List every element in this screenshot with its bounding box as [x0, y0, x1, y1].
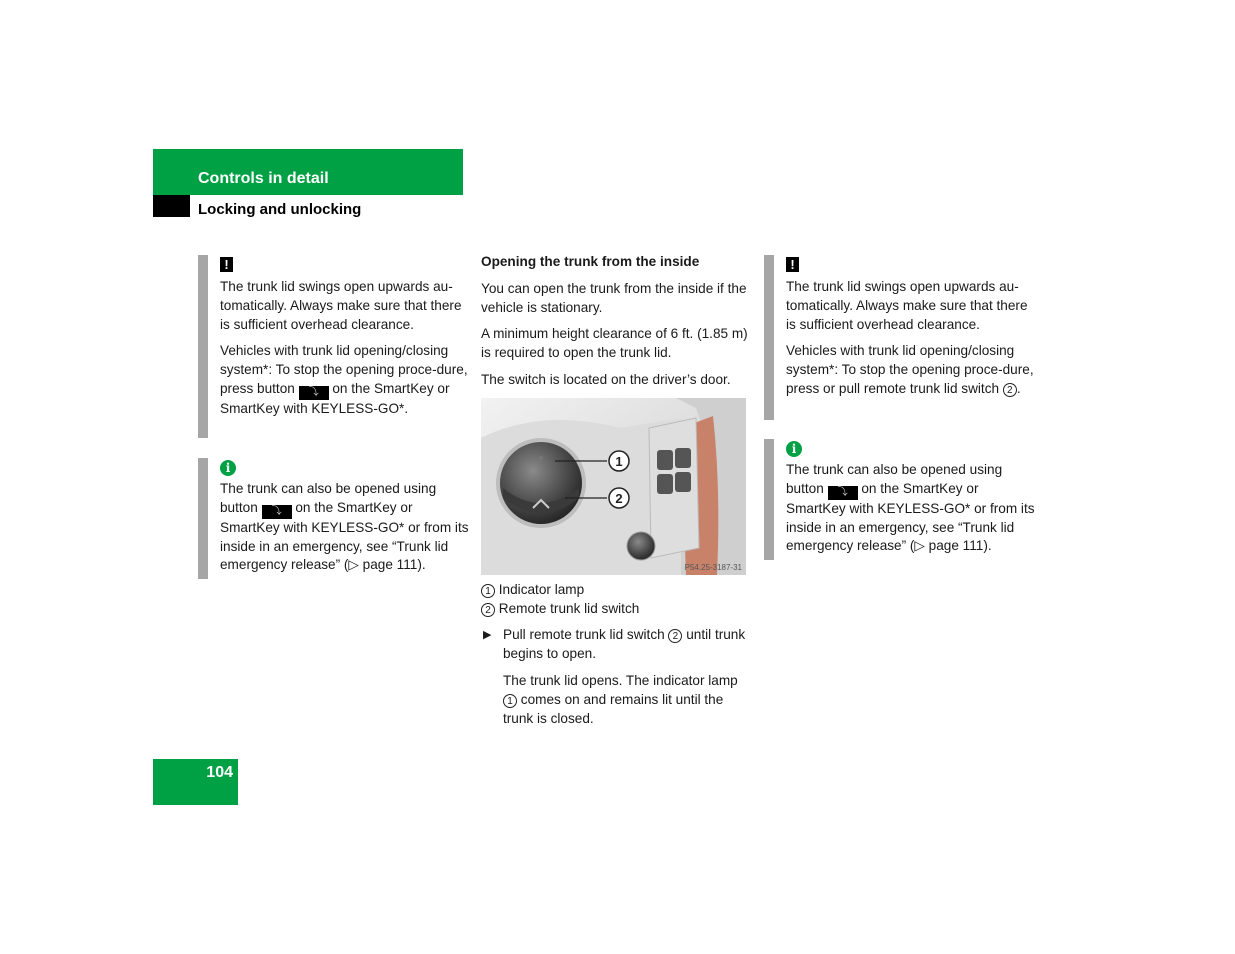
instruction-result: The trunk lid opens. The indicator lamp 1 comes on and remains lit until the trunk is closed.	[503, 672, 738, 726]
trunk-button-icon: ⤵	[828, 486, 858, 500]
warning-text-2: Vehicles with trunk lid opening/closing system*: To stop the opening proce-dure, press or pull remote trunk lid switch 2 .	[786, 343, 1034, 396]
figure-code: P54.25-3187-31	[684, 562, 742, 572]
right-warning-note	[764, 255, 1039, 420]
callout-2-label: 2	[615, 490, 623, 506]
left-warning-note	[198, 255, 473, 438]
middle-column	[481, 253, 749, 728]
right-info-note	[764, 439, 1039, 560]
warning-text: The trunk lid swings open upwards au-tomatically. Always make sure that there is sufficient overhead clearance.	[786, 279, 1028, 332]
info-icon: i	[786, 441, 802, 457]
note-bar	[198, 458, 208, 579]
instruction-step: ▶ Pull remote trunk lid switch 2 until trunk begins to open.	[483, 627, 746, 662]
info-text: The trunk can also be opened using button ⤵ on the SmartKey or SmartKey with KEYLESS-GO* or from its inside in an emergency, see “Trunk lid emergency release” (▷ page 111).	[786, 462, 1035, 554]
info-text: The trunk can also be opened using button ⤵ on the SmartKey or SmartKey with KEYLESS-GO* or from its inside in an emergency, see “Trunk lid emergency release” (▷ page 111).	[220, 481, 469, 573]
paragraph-1: You can open the trunk from the inside if the vehicle is stationary.	[481, 280, 747, 315]
legend-item: 2 Remote trunk lid switch	[481, 600, 749, 619]
note-bar	[198, 255, 208, 438]
warning-text: The trunk lid swings open upwards au-tomatically. Always make sure that there is sufficient overhead clearance.	[220, 279, 462, 332]
left-info-note	[198, 458, 473, 579]
section-heading: Opening the trunk from the inside	[481, 254, 700, 269]
info-icon: i	[220, 460, 236, 476]
note-bar	[764, 255, 774, 420]
paragraph-3: The switch is located on the driver’s door.	[481, 371, 731, 387]
section-title: Controls in detail	[198, 170, 329, 187]
subsection-title: Locking and unlocking	[198, 201, 362, 218]
note-bar	[764, 439, 774, 560]
trunk-button-icon: ⤵	[262, 505, 292, 519]
door-switch-figure	[481, 398, 746, 575]
header-marker	[153, 195, 190, 217]
door-switch-illustration	[481, 398, 746, 575]
warning-icon: !	[786, 257, 799, 272]
legend-item: 1 Indicator lamp	[481, 581, 749, 600]
callout-1-label: 1	[615, 453, 623, 469]
page-number: 104	[206, 764, 233, 781]
bullet-arrow-icon: ▶	[483, 629, 492, 642]
warning-icon: !	[220, 257, 233, 272]
paragraph-2: A minimum height clearance of 6 ft. (1.85 m) is required to open the trunk lid.	[481, 326, 748, 361]
trunk-button-icon: ⤵	[299, 386, 329, 400]
warning-text-2: Vehicles with trunk lid opening/closing system*: To stop the opening proce-dure, press button ⤵ on the SmartKey or SmartKey with KEYLESS-GO*.	[220, 343, 468, 416]
